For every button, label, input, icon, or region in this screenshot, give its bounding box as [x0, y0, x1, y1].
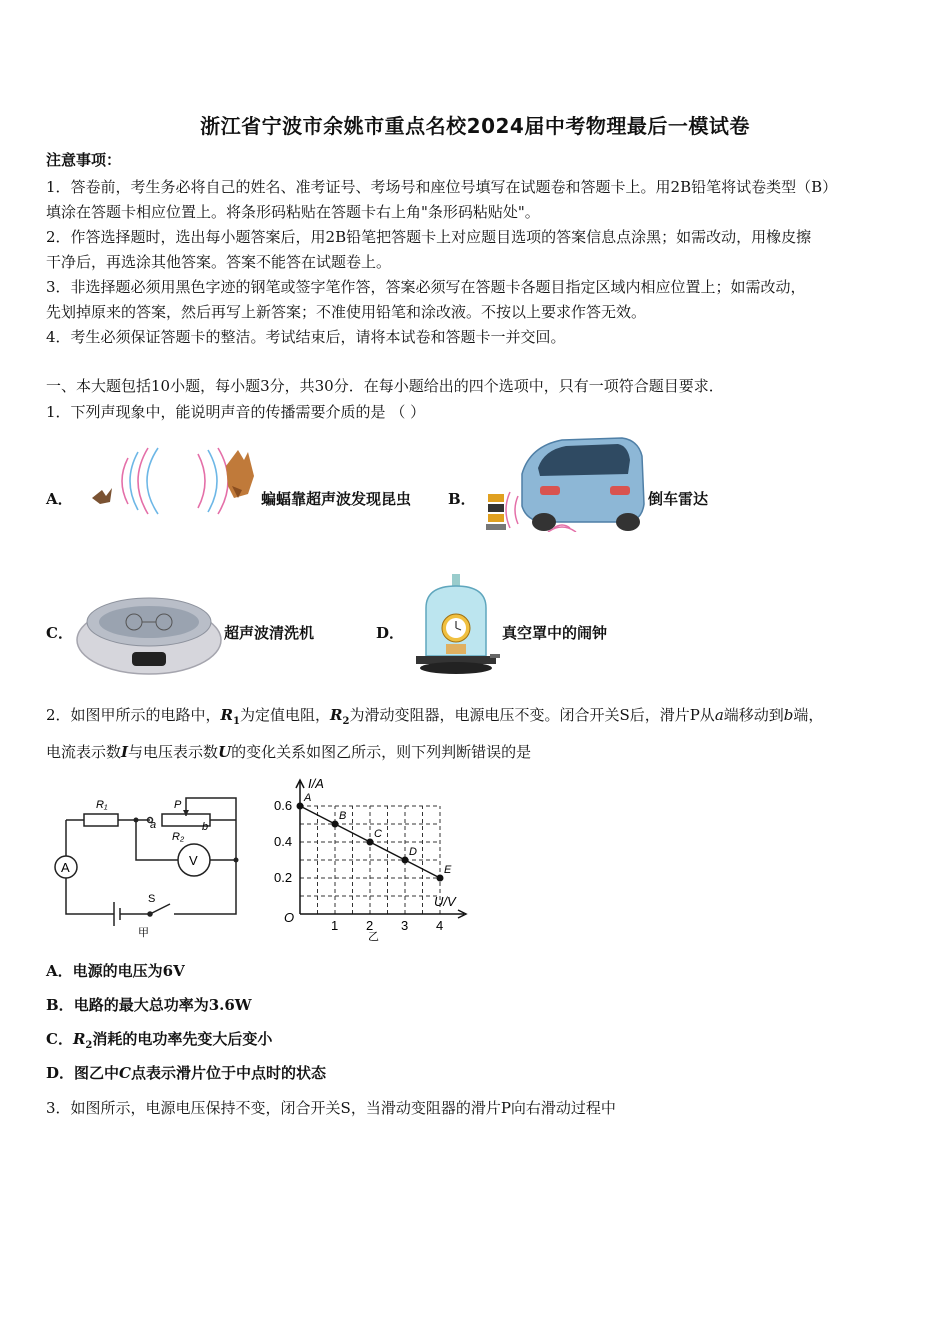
x-tick-label: 4: [436, 918, 444, 933]
vacuum-bell-jar-image: [410, 572, 502, 676]
circuit-r1-label: R₁: [96, 799, 108, 811]
page-title: 浙江省宁波市余姚市重点名校2024届中考物理最后一模试卷: [200, 114, 750, 138]
ammeter-symbol: A: [61, 860, 70, 875]
data-point-d: [402, 857, 409, 864]
circuit-r2-label: R₂: [172, 831, 185, 843]
y-axis-label: I/A: [308, 776, 324, 791]
option-c-letter: C．: [46, 624, 73, 642]
section-header: 一、本大题包括10小题，每小题3分，共30分．在每小题给出的四个选项中，只有一项符合题目要求．: [46, 377, 724, 395]
x-tick-label: 2: [366, 918, 374, 933]
notice-line: 4．考生必须保证答题卡的整洁。考试结束后，请将本试卷和答题卡一并交回。: [46, 328, 566, 346]
option-b-letter: B．: [448, 490, 476, 508]
q2-option-d: D．图乙中C点表示滑片位于中点时的状态: [46, 1064, 326, 1082]
option-a-caption: 蝙蝠靠超声波发现昆虫: [261, 490, 412, 508]
data-point-label-b: B: [339, 810, 347, 822]
bat-ultrasound-image: [88, 446, 258, 516]
notice-line: 1．答卷前，考生务必将自己的姓名、准考证号、考场号和座位号填写在试题卷和答题卡上。用2B铅笔将试卷类型（B）: [46, 178, 838, 196]
data-point-a: [297, 803, 304, 810]
q2-option-a: A．电源的电压为6V: [46, 962, 185, 980]
notice-heading: 注意事项：: [46, 151, 122, 169]
car-radar-image: [482, 434, 646, 532]
x-axis-label: U/V: [434, 894, 456, 909]
question-3-stem: 3．如图所示，电源电压保持不变，闭合开关S，当滑动变阻器的滑片P向右滑动过程中: [46, 1099, 616, 1117]
option-a-letter: A．: [46, 490, 73, 508]
circuit-p-label: P: [174, 799, 182, 811]
option-b-caption: 倒车雷达: [648, 490, 709, 508]
data-point-c: [367, 839, 374, 846]
question-2-stem-line1: 2．如图甲所示的电路中，$R_1$为定值电阻，$R_2$为滑动变阻器，电源电压不变。闭合开关S后，滑片P从a端移动到b端，: [46, 706, 824, 727]
y-tick-label: 0.4: [274, 834, 293, 849]
circuit-diagram: [44, 788, 244, 938]
x-tick-label: 3: [401, 918, 409, 933]
q2-option-b: B．电路的最大总功率为3.6W: [46, 996, 252, 1014]
voltmeter-symbol: V: [189, 853, 198, 868]
data-point-label-d: D: [409, 846, 417, 858]
chart-grid: [300, 806, 440, 914]
ultrasonic-cleaner-image: [74, 582, 224, 678]
y-tick-label: 0.2: [274, 870, 293, 885]
circuit-a-label: a: [150, 819, 157, 831]
x-tick-label: 1: [331, 918, 339, 933]
option-d-letter: D．: [376, 624, 405, 642]
chart-marks: [297, 792, 453, 882]
circuit-caption: 甲: [138, 927, 149, 938]
chart-caption: 乙: [368, 931, 379, 942]
data-point-e: [437, 875, 444, 882]
question-2-stem-line2: 电流表示数I与电压表示数U的变化关系如图乙所示，则下列判断错误的是: [46, 743, 532, 761]
notice-line: 3．非选择题必须用黑色字迹的钢笔或签字笔作答，答案必须写在答题卡各题目指定区域内相应位置上；如需改动，: [46, 278, 806, 296]
y-tick-label: 0.6: [274, 798, 293, 813]
iu-chart: [270, 770, 470, 942]
data-point-label-c: C: [374, 828, 382, 840]
option-d-caption: 真空罩中的闹钟: [502, 624, 608, 642]
option-c-caption: 超声波清洗机: [224, 624, 315, 642]
data-point-b: [332, 821, 339, 828]
origin-label: O: [284, 910, 295, 925]
notice-line: 干净后，再选涂其他答案。答案不能答在试题卷上。: [46, 253, 392, 271]
circuit-b-label: b: [202, 821, 209, 833]
data-point-label-a: A: [304, 792, 312, 804]
notice-line: 2．作答选择题时，选出每小题答案后，用2B铅笔把答题卡上对应题目选项的答案信息点涂黑；如需改动，用橡皮擦: [46, 228, 812, 246]
notice-line: 先划掉原来的答案，然后再写上新答案；不准使用铅笔和涂改液。不按以上要求作答无效。: [46, 303, 647, 321]
circuit-switch-label: S: [148, 893, 156, 905]
notice-line: 填涂在答题卡相应位置上。将条形码粘贴在答题卡右上角"条形码粘贴处"。: [46, 203, 540, 221]
q2-option-c: C．$R_2$消耗的电功率先变大后变小: [46, 1030, 273, 1051]
question-1-stem: 1．下列声现象中，能说明声音的传播需要介质的是 （ ）: [46, 403, 426, 421]
data-point-label-e: E: [444, 864, 452, 876]
